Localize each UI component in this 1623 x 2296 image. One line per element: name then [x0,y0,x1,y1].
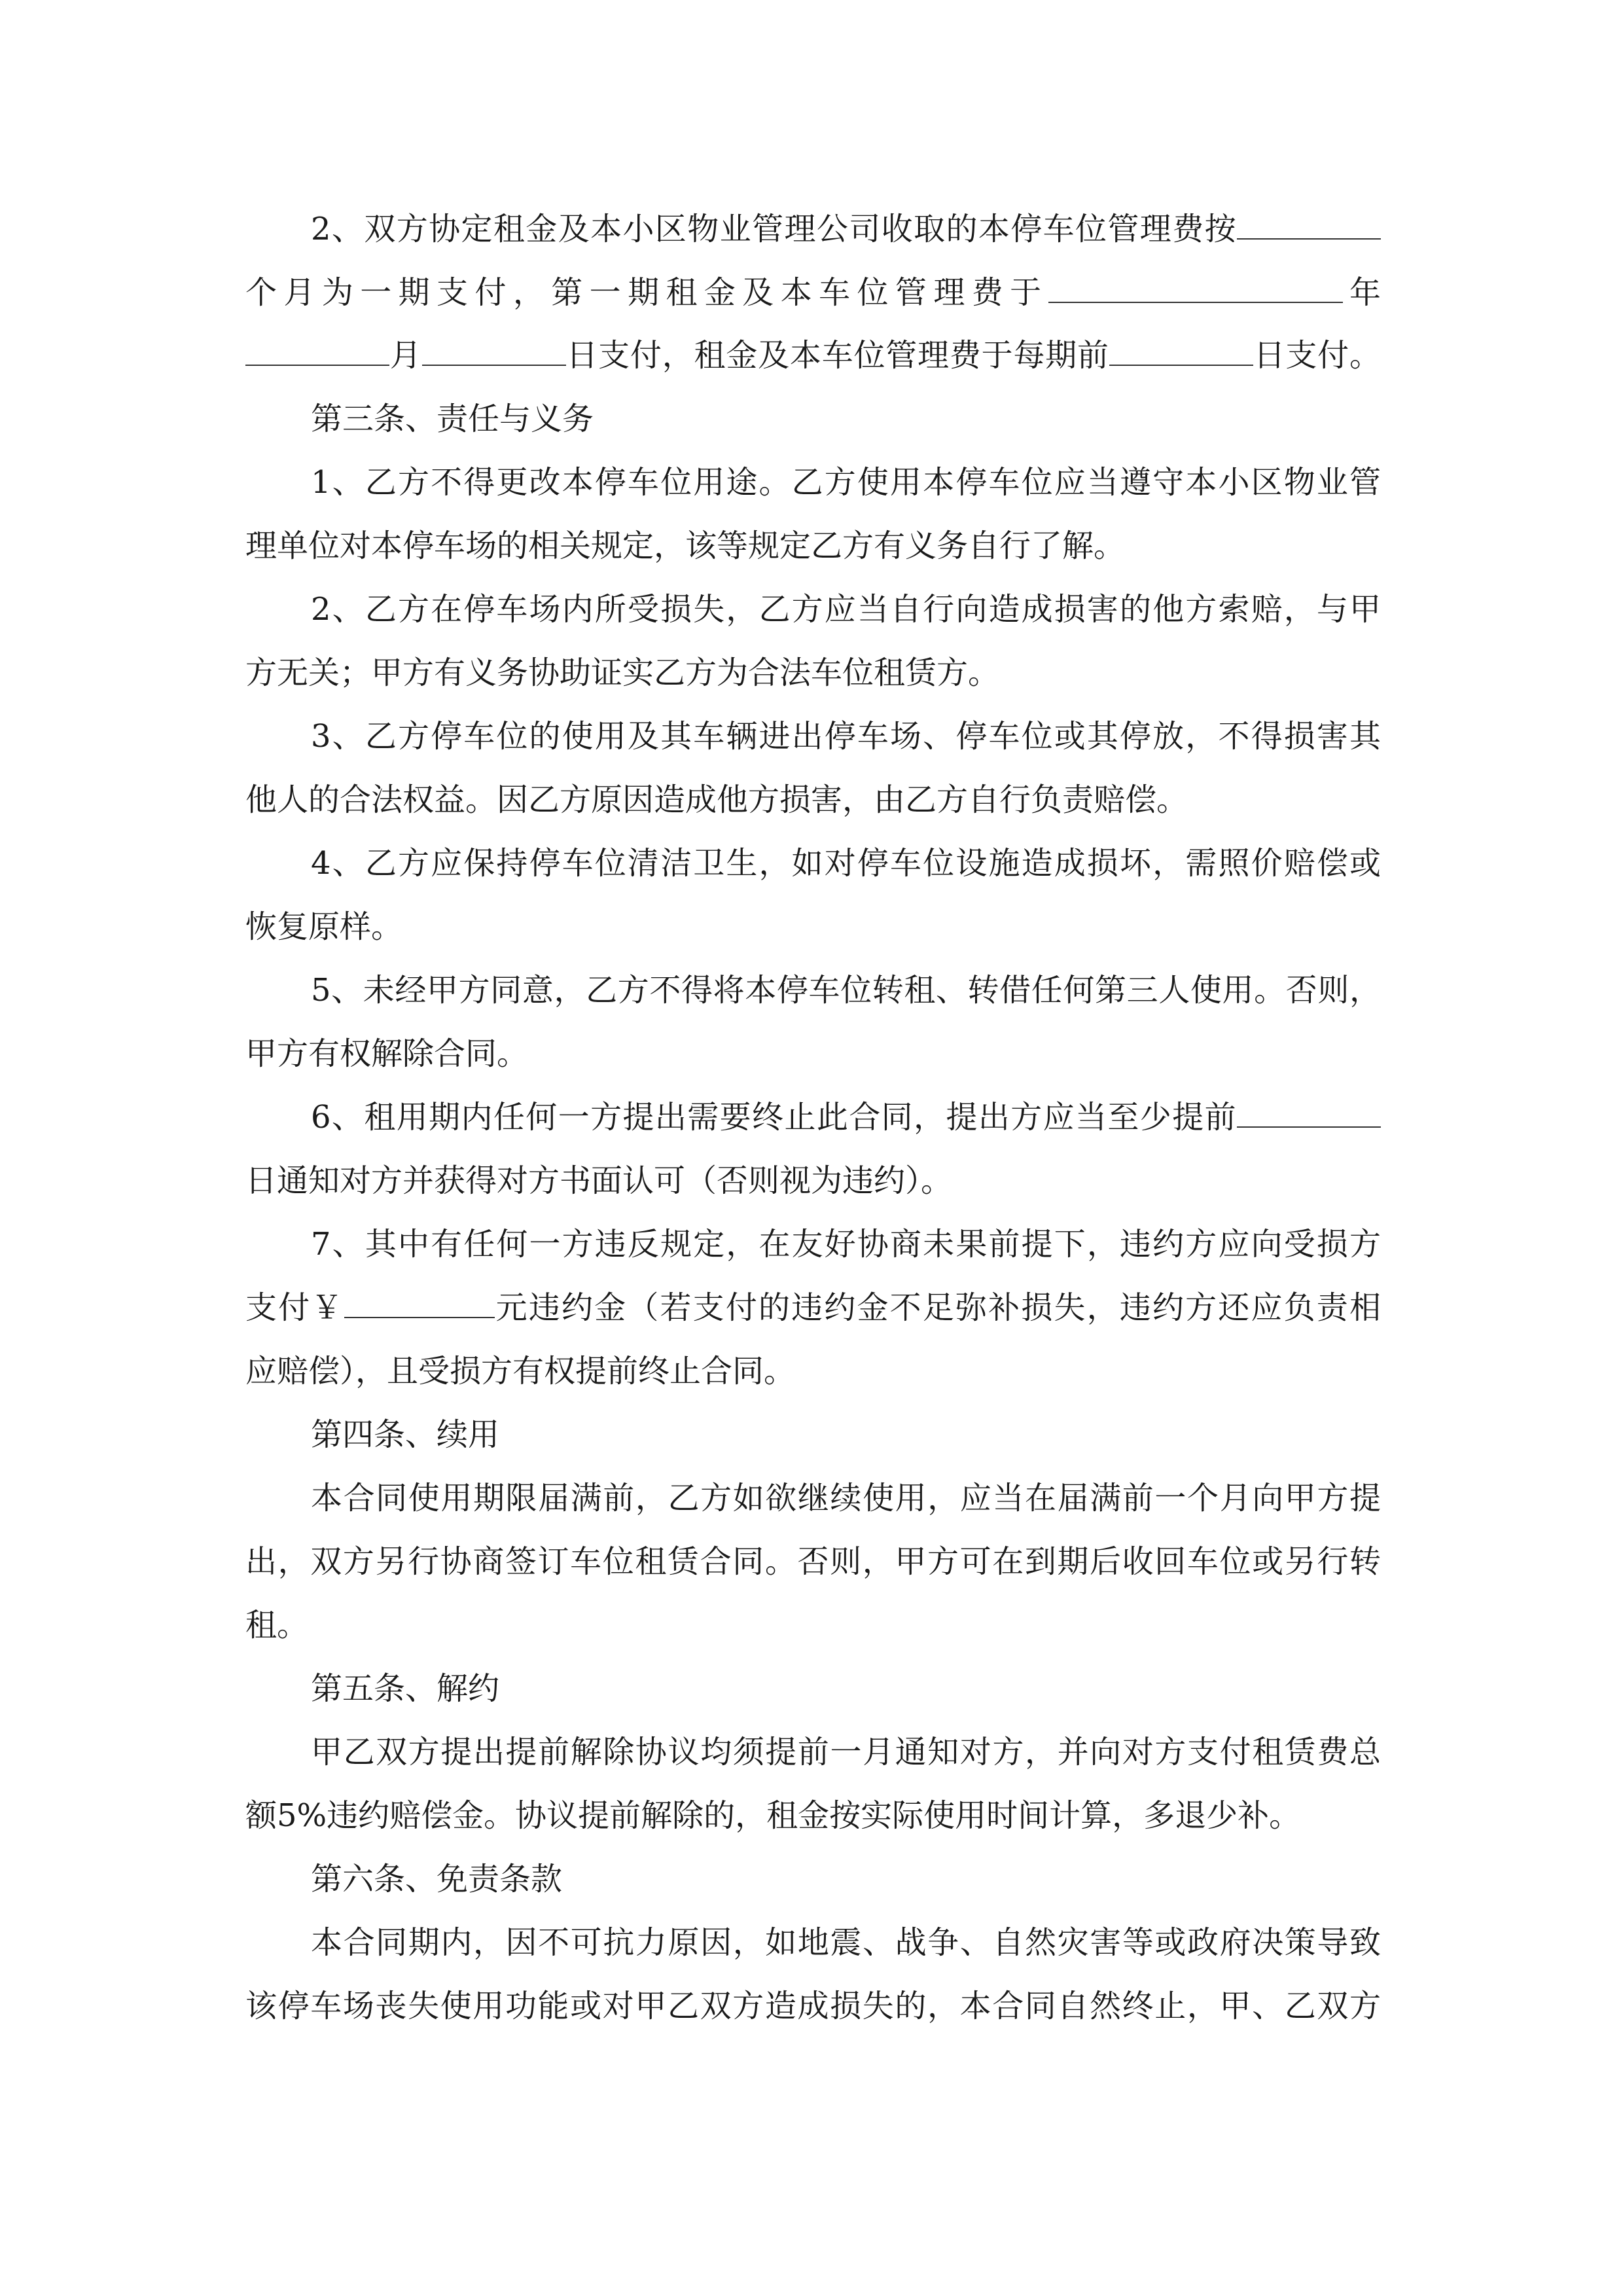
article-3-heading: 第三条、责任与义务 [311,401,594,437]
clause-3-4-line-1: 4、乙方应保持停车位清洁卫生，如对停车位设施造成损坏，需照价赔偿或 [311,845,1381,882]
clause-2-payment-line-1: 2、双方协定租金及本小区物业管理公司收取的本停车位管理费按 [311,206,1381,252]
article-4-heading: 第四条、续用 [311,1416,500,1453]
clause-3-6-line-1: 6、租用期内任何一方提出需要终止此合同，提出方应当至少提前 [311,1094,1381,1140]
blank-notice-days [1237,1098,1381,1128]
clause-3-7-line-1: 7、其中有任何一方违反规定，在友好协商未果前提下，违约方应向受损方 [311,1226,1381,1263]
clause-2-payment-line-3: 月 日支付，租金及本车位管理费于每期前 日支付。 [245,332,1381,378]
clause-3-7-line-2: 支付￥ 元违约金（若支付的违约金不足弥补损失，违约方还应负责相 [245,1289,1381,1326]
article-4-line-2: 出，双方另行协商签订车位租赁合同。否则，甲方可在到期后收回车位或另行转 [245,1543,1381,1580]
blank-payment-months [1237,209,1381,240]
article-5-line-2: 额5%违约赔偿金。协议提前解除的，租金按实际使用时间计算，多退少补。 [245,1797,1301,1834]
article-6-heading: 第六条、免责条款 [311,1861,563,1897]
article-6-line-1: 本合同期内，因不可抗力原因，如地震、战争、自然灾害等或政府决策导致 [311,1924,1381,1961]
blank-period-days [1109,336,1253,366]
article-6-line-2: 该停车场丧失使用功能或对甲乙双方造成损失的，本合同自然终止，甲、乙双方 [245,1988,1381,2024]
clause-2-payment-line-2: 个月为一期支付，第一期租金及本车位管理费于 年 [245,274,1381,311]
clause-3-2-line-1: 2、乙方在停车场内所受损失，乙方应当自行向造成损害的他方索赔，与甲 [311,591,1381,628]
article-5-line-1: 甲乙双方提出提前解除协议均须提前一月通知对方，并向对方支付租赁费总 [311,1734,1381,1770]
clause-3-3-line-1: 3、乙方停车位的使用及其车辆进出停车场、停车位或其停放，不得损害其 [311,718,1381,755]
clause-3-2-line-2: 方无关；甲方有义务协助证实乙方为合法车位租赁方。 [245,655,1000,691]
clause-3-5-line-1: 5、未经甲方同意，乙方不得将本停车位转租、转借任何第三人使用。否则， [311,972,1381,1009]
blank-first-payment-day [422,336,566,366]
article-4-line-1: 本合同使用期限届满前，乙方如欲继续使用，应当在届满前一个月向甲方提 [311,1480,1381,1516]
clause-3-7-line-3: 应赔偿），且受损方有权提前终止合同。 [245,1353,796,1390]
clause-3-6-line-2: 日通知对方并获得对方书面认可（否则视为违约）。 [245,1162,953,1199]
clause-3-4-line-2: 恢复原样。 [245,908,403,945]
article-4-line-3: 租。 [245,1607,309,1643]
article-5-heading: 第五条、解约 [311,1670,500,1707]
clause-3-1-line-1: 1、乙方不得更改本停车位用途。乙方使用本停车位应当遵守本小区物业管 [311,464,1381,501]
clause-3-3-line-2: 他人的合法权益。因乙方原因造成他方损害，由乙方自行负责赔偿。 [245,781,1188,818]
blank-first-payment-year [1048,273,1343,303]
clause-3-1-line-2: 理单位对本停车场的相关规定，该等规定乙方有义务自行了解。 [245,528,1126,564]
blank-first-payment-month [245,336,389,366]
blank-penalty-amount [344,1288,495,1318]
clause-3-5-line-2: 甲方有权解除合同。 [245,1035,529,1072]
